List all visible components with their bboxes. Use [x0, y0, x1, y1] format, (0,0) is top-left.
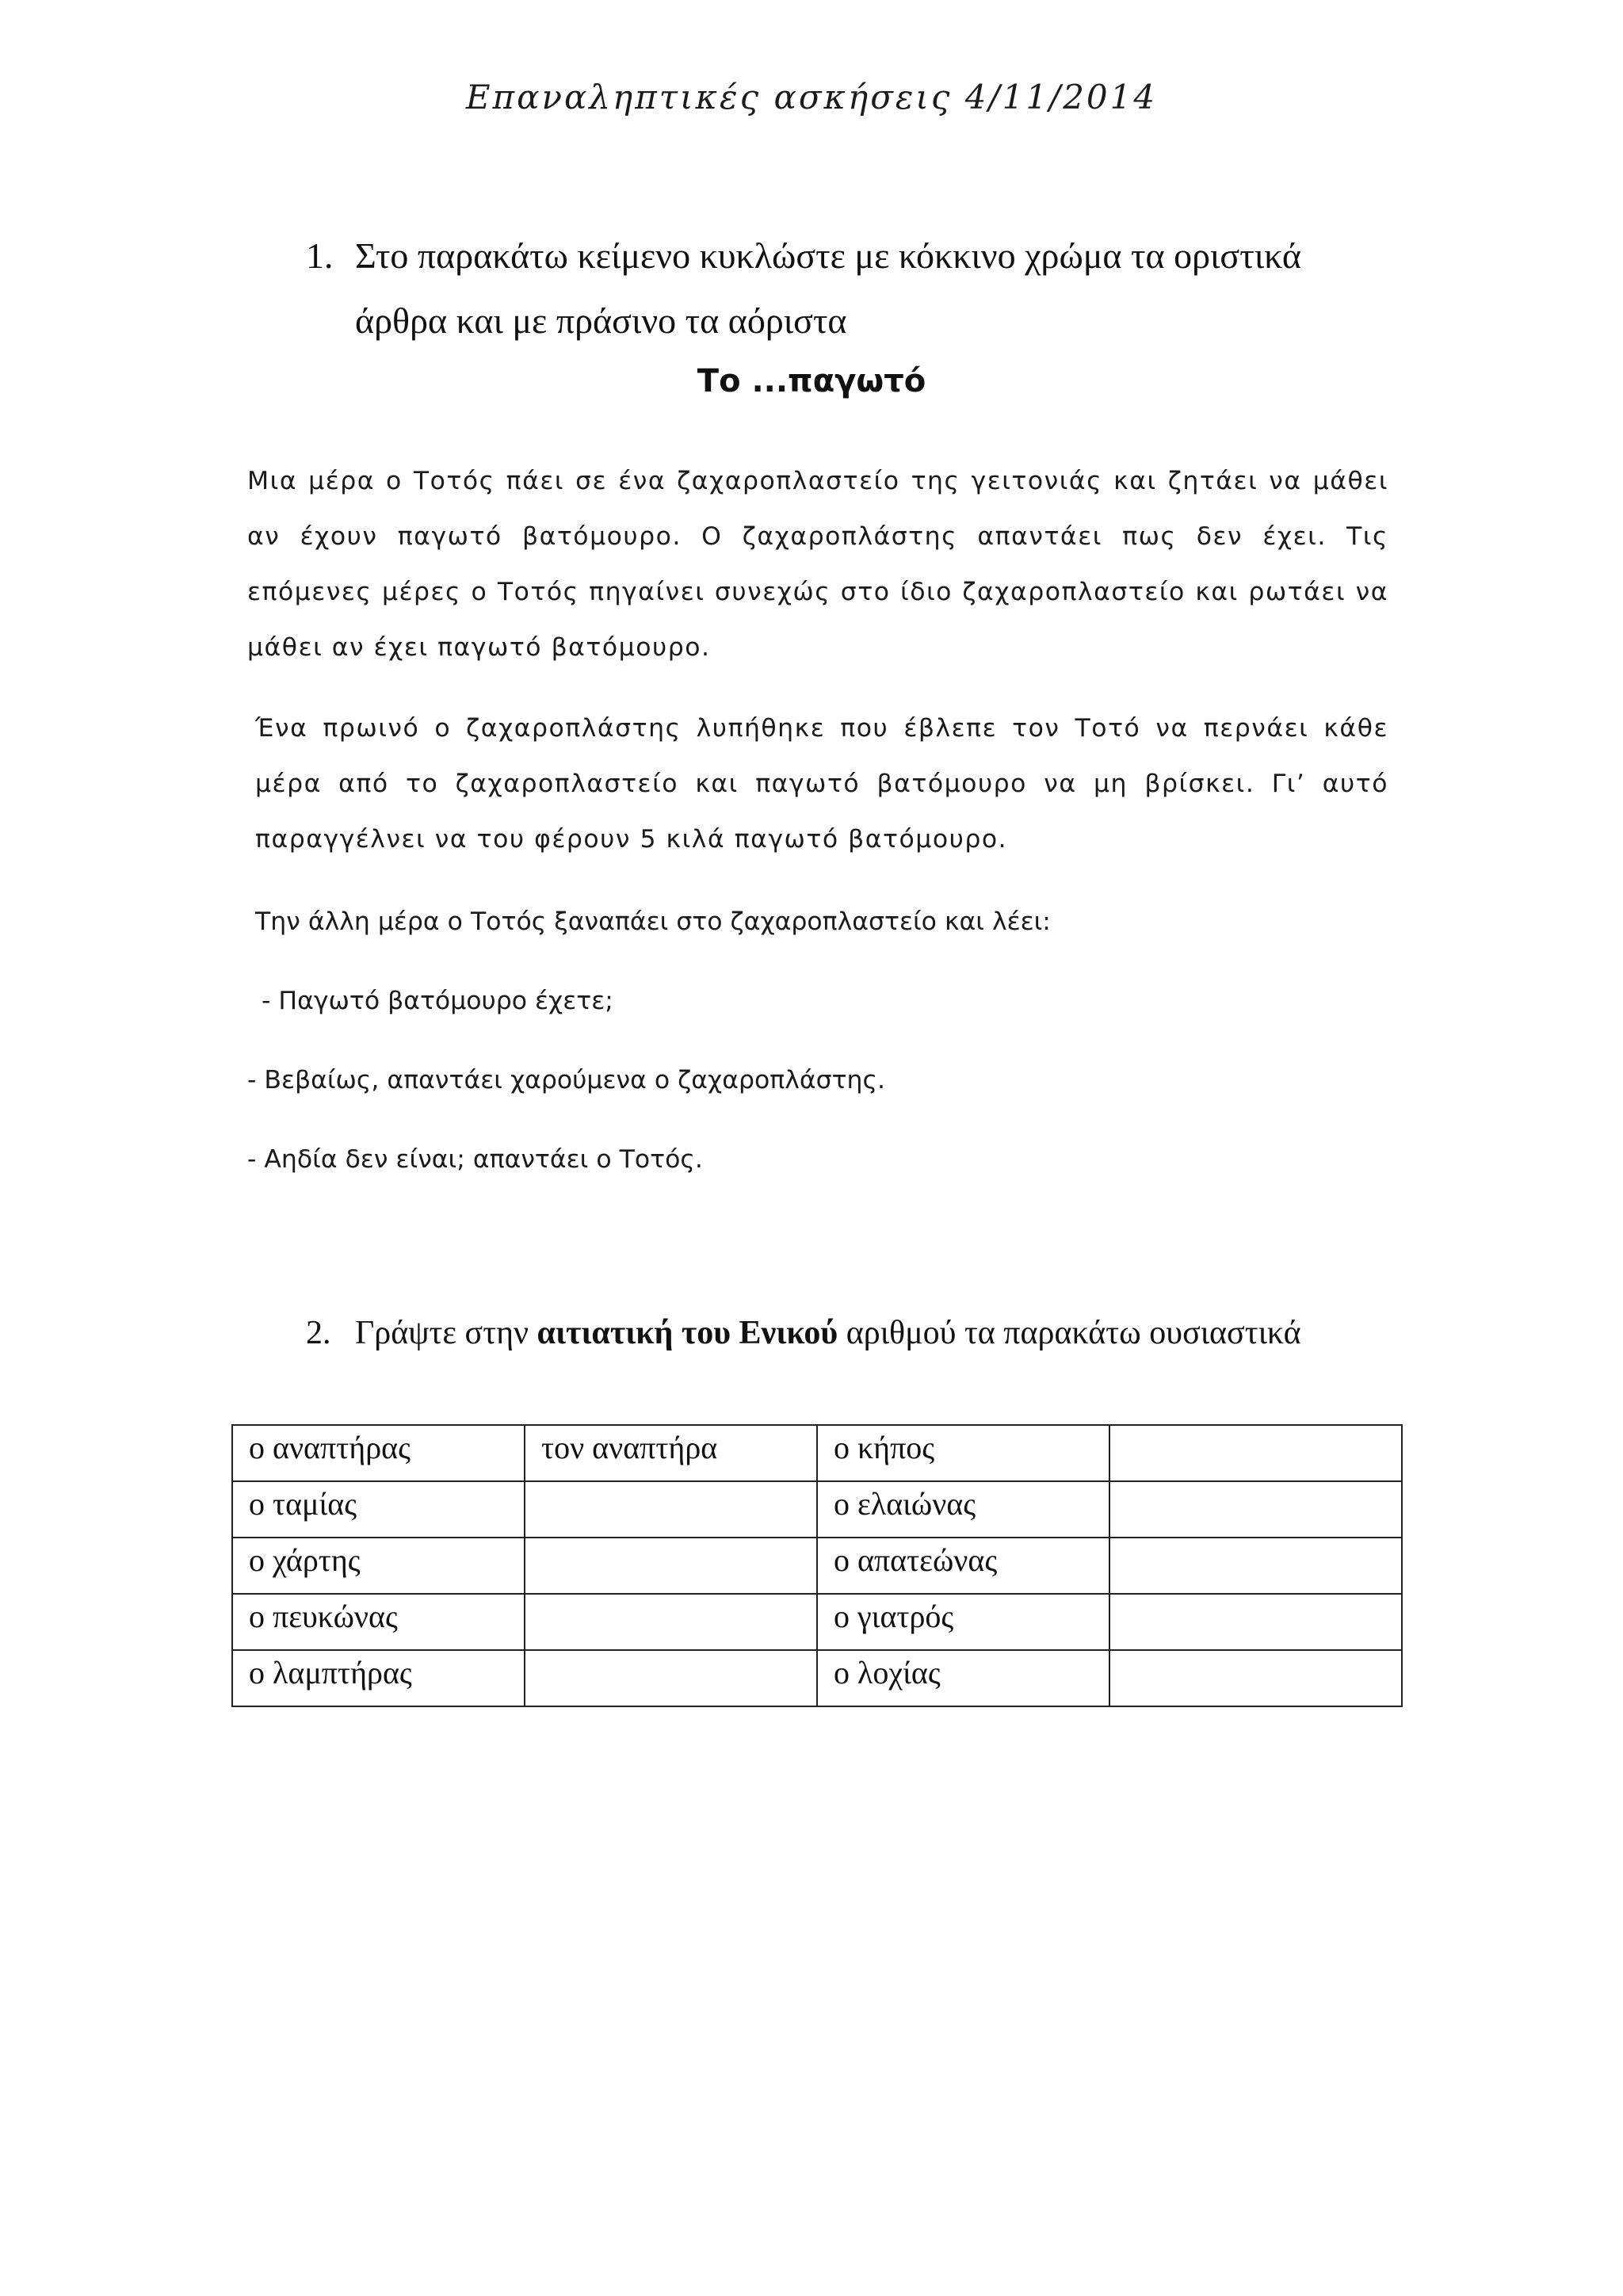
story-text — [247, 453, 1388, 1187]
answer-cell[interactable] — [1109, 1650, 1402, 1706]
table-row — [232, 1650, 1402, 1706]
nouns-table — [231, 1424, 1403, 1707]
table-row — [232, 1425, 1402, 1481]
exercise-1-instruction-line-2: άρθρα και με πράσινο τα αόριστα — [355, 300, 847, 341]
table-cell: ο κήπος — [817, 1425, 1109, 1481]
exercise-2-instruction-after: αριθμού τα παρακάτω ουσιαστικά — [838, 1315, 1301, 1351]
story-dialogue-line-3: - Αηδία δεν είναι; απαντάει ο Τοτός. — [247, 1145, 703, 1174]
story-dialogue-line-2: - Βεβαίως, απαντάει χαρούμενα ο ζαχαροπλάστης. — [247, 1066, 886, 1095]
table-cell: ο απατεώνας — [817, 1538, 1109, 1594]
story-line-3: Την άλλη μέρα ο Τοτός ξαναπάει στο ζαχαροπλαστείο και λέει: — [255, 907, 1051, 936]
answer-cell[interactable] — [525, 1538, 817, 1594]
story-dialogue-line-1: - Παγωτό βατόμουρο έχετε; — [262, 987, 613, 1015]
exercise-2-number: 2. — [306, 1315, 331, 1351]
table-cell: ο γιατρός — [817, 1594, 1109, 1650]
page-title: Επαναληπτικές ασκήσεις 4/11/2014 — [465, 78, 1158, 117]
table-cell: ο ταμίας — [232, 1481, 525, 1538]
table-cell: ο πευκώνας — [232, 1594, 525, 1650]
table-row — [232, 1481, 1402, 1538]
answer-cell[interactable]: τον αναπτήρα — [525, 1425, 817, 1481]
exercise-2-instruction-text — [355, 1309, 1574, 1357]
table-cell: ο χάρτης — [232, 1538, 525, 1594]
exercise-2-instruction-before: Γράψτε στην — [355, 1315, 537, 1351]
exercise-1-number: 1. — [306, 235, 334, 276]
answer-cell[interactable] — [1109, 1481, 1402, 1538]
answer-cell[interactable] — [1109, 1425, 1402, 1481]
exercise-1-instruction-line-1: Στο παρακάτω κείμενο κυκλώστε με κόκκινο χρώμα τα οριστικά — [355, 235, 1301, 276]
table-cell: ο λαμπτήρας — [232, 1650, 525, 1706]
table-cell: ο ελαιώνας — [817, 1481, 1109, 1538]
answer-cell[interactable] — [1109, 1594, 1402, 1650]
story-title: Το ...παγωτό — [697, 363, 926, 399]
story-paragraph-1: Μια μέρα ο Τοτός πάει σε ένα ζαχαροπλαστείο της γειτονιάς και ζητάει να μάθει αν έχουν παγωτό βατόμουρο. Ο ζαχαροπλάστης απαντάει πως δεν έχει. Τις επόμενες μέρες ο Τοτός πηγαίνει συνεχώς στο ίδιο ζαχαροπλαστείο και ρωτάει να μάθει αν έχει παγωτό βατόμουρο. — [247, 467, 1388, 662]
answer-cell[interactable] — [525, 1594, 817, 1650]
table-row — [232, 1594, 1402, 1650]
answer-cell[interactable] — [1109, 1538, 1402, 1594]
exercise-2-instruction — [306, 1309, 1574, 1357]
story-paragraph-2: Ένα πρωινό ο ζαχαροπλάστης λυπήθηκε που έβλεπε τον Τοτό να περνάει κάθε μέρα από το ζαχαροπλαστείο και παγωτό βατόμουρο να μη βρίσκει. Γι’ αυτό παραγγέλνει να του φέρουν 5 κιλά παγωτό βατόμουρο. — [255, 714, 1388, 854]
exercise-1-instruction — [306, 223, 1415, 353]
table-cell: ο αναπτήρας — [232, 1425, 525, 1481]
table-cell: ο λοχίας — [817, 1650, 1109, 1706]
exercise-2-instruction-bold: αιτιατική του Ενικού — [537, 1315, 838, 1351]
table-row — [232, 1538, 1402, 1594]
answer-cell[interactable] — [525, 1481, 817, 1538]
answer-cell[interactable] — [525, 1650, 817, 1706]
